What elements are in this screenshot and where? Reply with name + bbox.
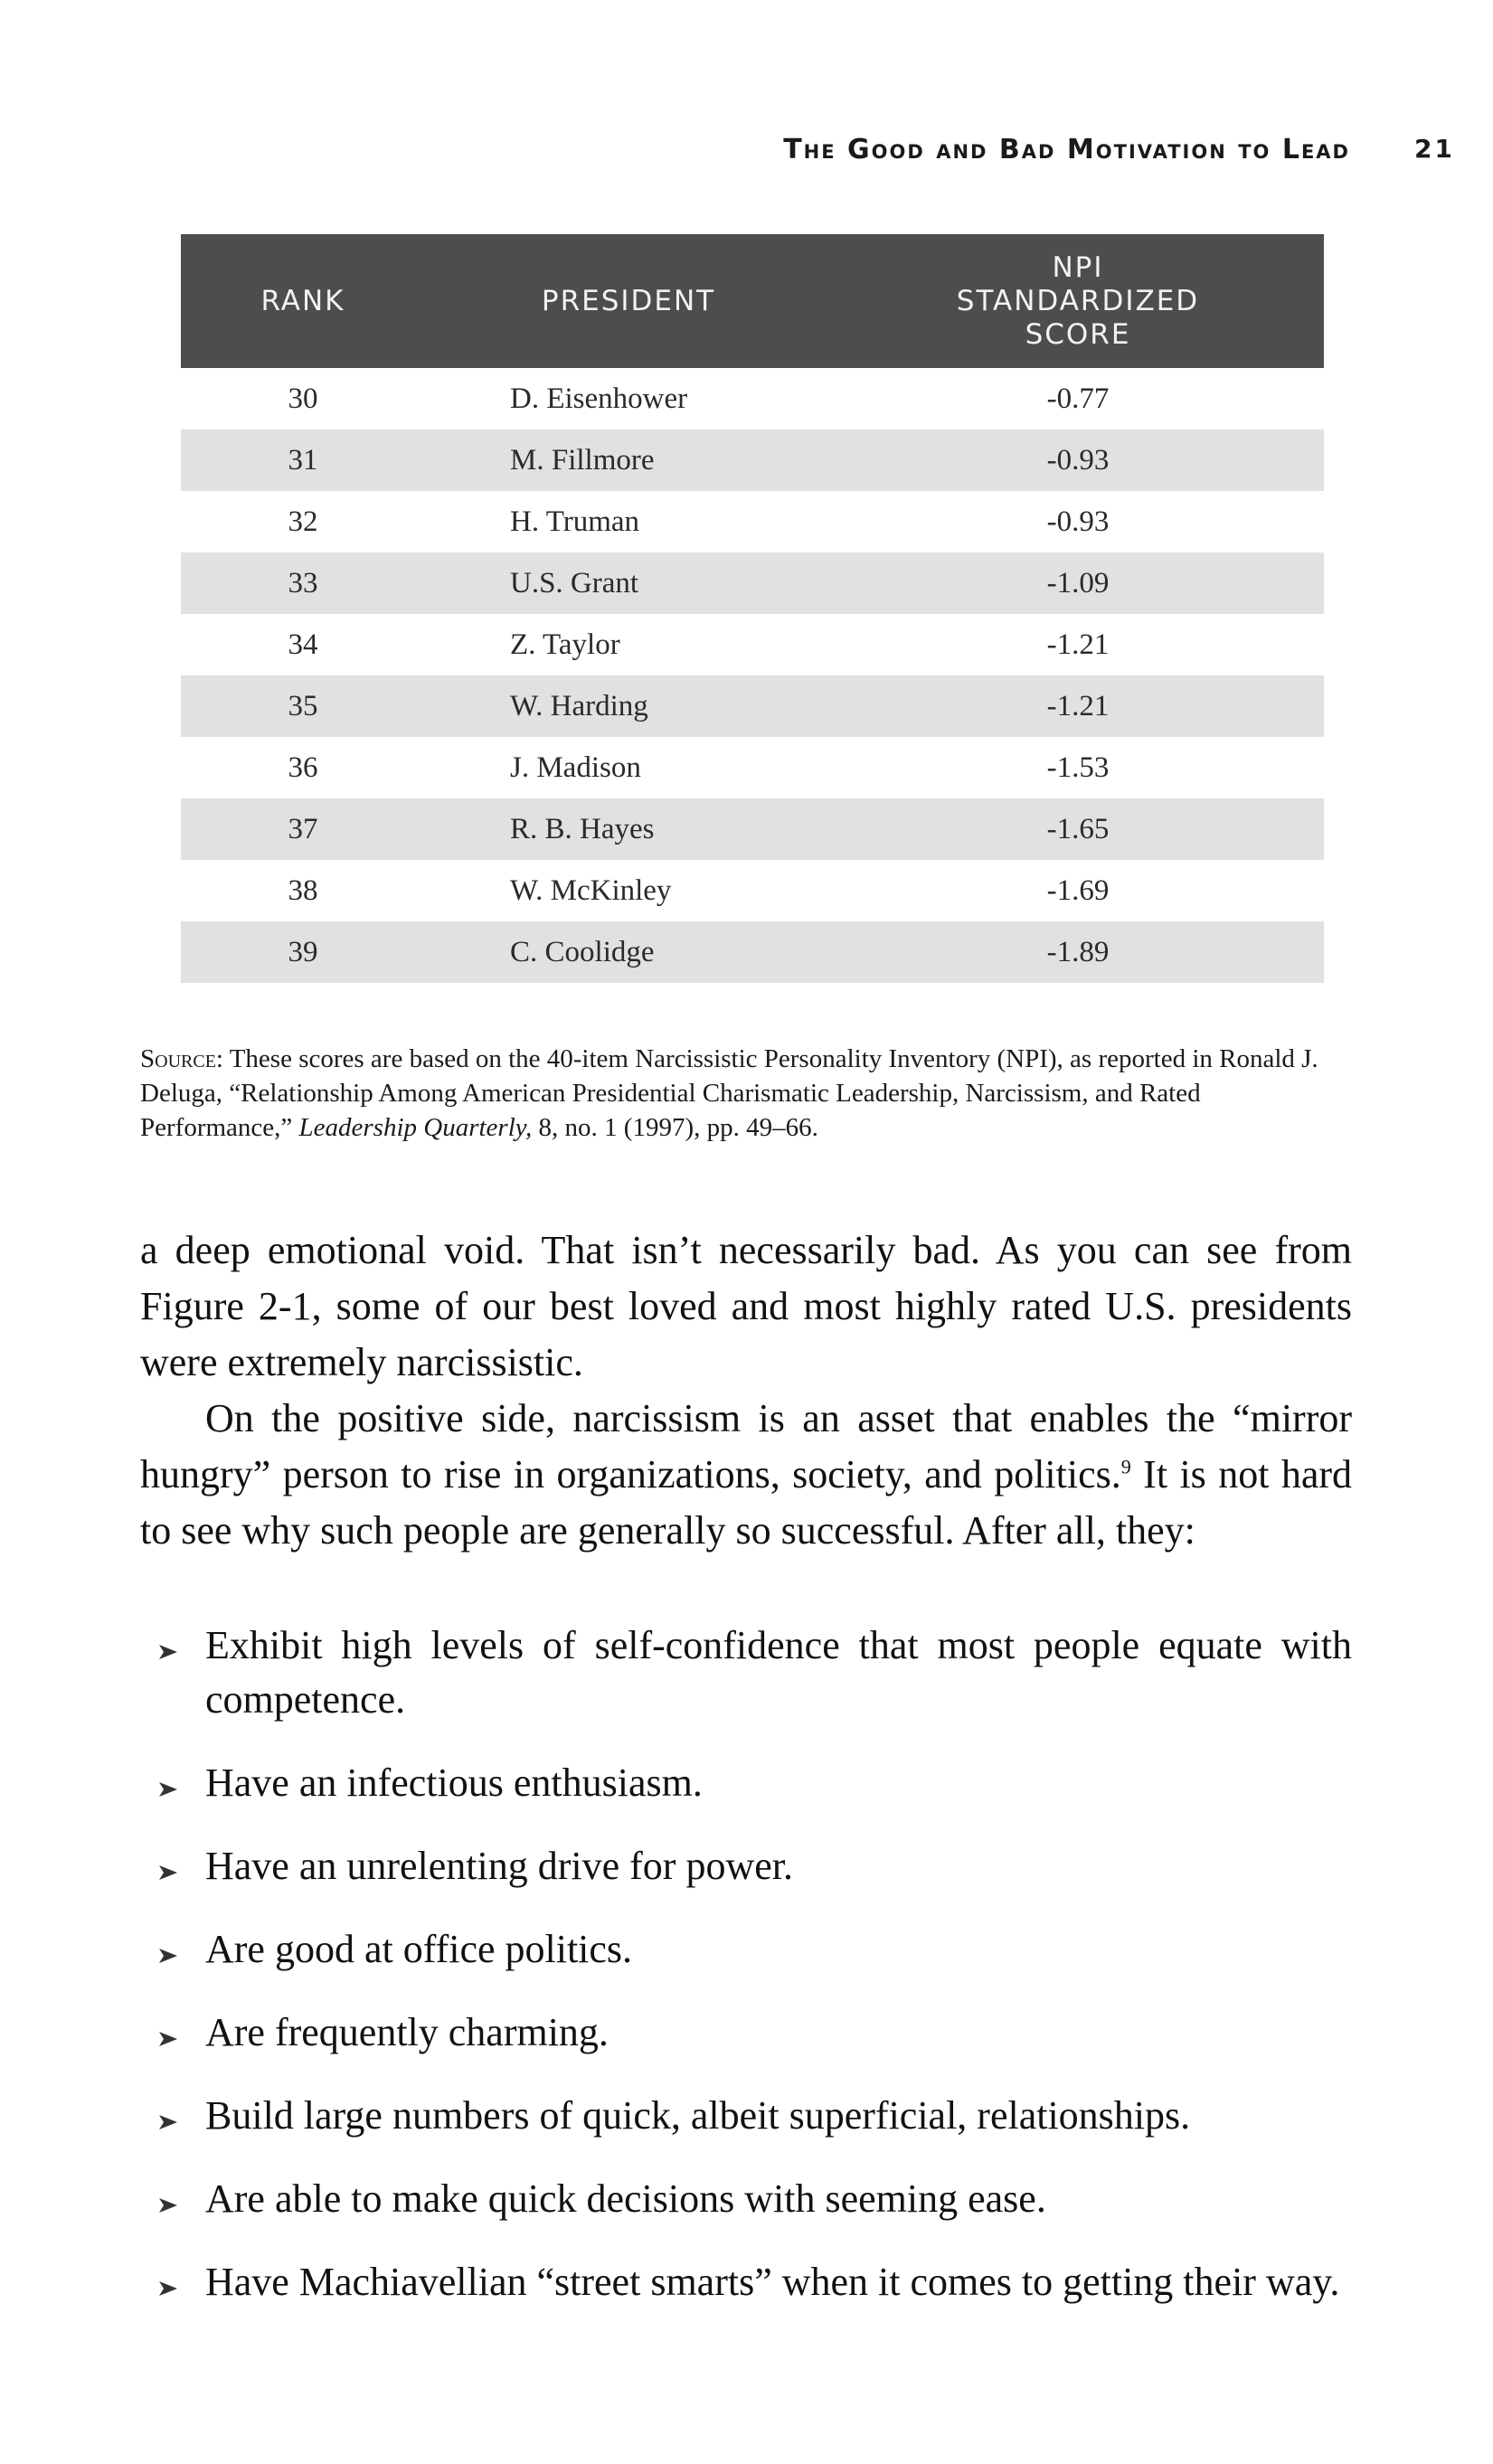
- cell-score: -1.89: [832, 921, 1324, 983]
- list-item: [140, 2172, 1352, 2226]
- arrowhead-bullet-icon: [158, 2279, 178, 2299]
- list-item-text: Build large numbers of quick, albeit superficial, relationships.: [205, 2093, 1191, 2138]
- cell-president: C. Coolidge: [425, 921, 832, 983]
- table-row: [181, 368, 1324, 430]
- cell-score: -1.53: [832, 737, 1324, 798]
- list-item-text: Exhibit high levels of self-confidence that most people equate with competence.: [205, 1623, 1352, 1722]
- arrowhead-bullet-icon: [158, 2195, 178, 2215]
- list-item: [140, 2089, 1352, 2143]
- cell-score: -1.21: [832, 675, 1324, 737]
- list-item-text: Have an infectious enthusiasm.: [205, 1761, 703, 1805]
- paragraph-text: It is not hard to see why such people are generally so successful. After all, they:: [140, 1452, 1352, 1553]
- arrowhead-bullet-icon: [158, 1863, 178, 1883]
- cell-score: -1.09: [832, 552, 1324, 614]
- list-item: [140, 2255, 1352, 2309]
- paragraph-text: On the positive side, narcissism is an asset that enables the “mirror hungry” person to rise in organizations, society, and politics.: [140, 1396, 1352, 1496]
- cell-president: W. Harding: [425, 675, 832, 737]
- npi-table-container: [181, 234, 1324, 983]
- cell-president: Z. Taylor: [425, 614, 832, 675]
- table-row: [181, 737, 1324, 798]
- table-row: [181, 675, 1324, 737]
- npi-score-table: [181, 234, 1324, 983]
- cell-rank: 38: [181, 860, 425, 921]
- source-journal: Leadership Quarterly,: [298, 1113, 533, 1142]
- cell-president: U.S. Grant: [425, 552, 832, 614]
- running-header: [0, 134, 1493, 170]
- arrowhead-bullet-icon: [158, 1780, 178, 1799]
- source-text: These scores are based on the 40-item Narcissistic Personality Inventory (NPI), as reported in Ronald J. Deluga, “Relationship Among American Presidential Charismatic Leadership, Narcissism, and Rated Performance,”: [140, 1044, 1318, 1142]
- cell-rank: 33: [181, 552, 425, 614]
- table-source-note: [140, 1042, 1352, 1145]
- list-item: [140, 1922, 1352, 1977]
- list-item: [140, 1756, 1352, 1810]
- arrowhead-bullet-icon: [158, 2112, 178, 2132]
- header-score-line-2: STANDARDIZED: [956, 284, 1200, 317]
- body-text: [140, 1223, 1352, 1559]
- header-npi-score: [832, 234, 1324, 368]
- table-row: [181, 860, 1324, 921]
- paragraph: [140, 1391, 1352, 1559]
- list-item-text: Have an unrelenting drive for power.: [205, 1844, 793, 1888]
- cell-rank: 35: [181, 675, 425, 737]
- page-number: 21: [1414, 134, 1455, 164]
- cell-rank: 39: [181, 921, 425, 983]
- cell-score: -1.21: [832, 614, 1324, 675]
- footnote-marker: 9: [1120, 1455, 1131, 1478]
- list-item-text: Are able to make quick decisions with seeming ease.: [205, 2176, 1046, 2221]
- table-row: [181, 614, 1324, 675]
- cell-score: -0.77: [832, 368, 1324, 430]
- cell-president: M. Fillmore: [425, 430, 832, 491]
- source-label: Source:: [140, 1044, 223, 1073]
- cell-rank: 37: [181, 798, 425, 860]
- table-row: [181, 552, 1324, 614]
- list-item: [140, 1619, 1352, 1727]
- list-item: [140, 1839, 1352, 1893]
- arrowhead-bullet-icon: [158, 1642, 178, 1662]
- table-header-row: [181, 234, 1324, 368]
- list-item-text: Are good at office politics.: [205, 1927, 633, 1971]
- table-row: [181, 798, 1324, 860]
- header-score-line-1: NPI: [1052, 250, 1104, 284]
- list-item-text: Have Machiavellian “street smarts” when it comes to getting their way.: [205, 2260, 1340, 2304]
- cell-score: -1.69: [832, 860, 1324, 921]
- header-score-line-3: SCORE: [1025, 317, 1131, 351]
- cell-score: -1.65: [832, 798, 1324, 860]
- traits-list: [140, 1619, 1352, 2338]
- arrowhead-bullet-icon: [158, 1946, 178, 1966]
- table-row: [181, 921, 1324, 983]
- cell-rank: 34: [181, 614, 425, 675]
- cell-president: J. Madison: [425, 737, 832, 798]
- list-item: [140, 2006, 1352, 2060]
- cell-rank: 32: [181, 491, 425, 552]
- source-citation: 8, no. 1 (1997), pp. 49–66.: [538, 1113, 818, 1142]
- arrowhead-bullet-icon: [158, 2029, 178, 2049]
- cell-rank: 31: [181, 430, 425, 491]
- cell-score: -0.93: [832, 430, 1324, 491]
- table-row: [181, 491, 1324, 552]
- paragraph: a deep emotional void. That isn’t necessarily bad. As you can see from Figure 2-1, some of our best loved and most highly rated U.S. presidents were extremely narcissistic.: [140, 1228, 1352, 1384]
- list-item-text: Are frequently charming.: [205, 2010, 609, 2054]
- cell-president: D. Eisenhower: [425, 368, 832, 430]
- cell-president: R. B. Hayes: [425, 798, 832, 860]
- header-president: PRESIDENT: [425, 234, 832, 368]
- header-rank: RANK: [181, 234, 425, 368]
- cell-rank: 30: [181, 368, 425, 430]
- cell-rank: 36: [181, 737, 425, 798]
- table-row: [181, 430, 1324, 491]
- chapter-title: The Good and Bad Motivation to Lead: [783, 134, 1350, 165]
- cell-president: H. Truman: [425, 491, 832, 552]
- cell-president: W. McKinley: [425, 860, 832, 921]
- cell-score: -0.93: [832, 491, 1324, 552]
